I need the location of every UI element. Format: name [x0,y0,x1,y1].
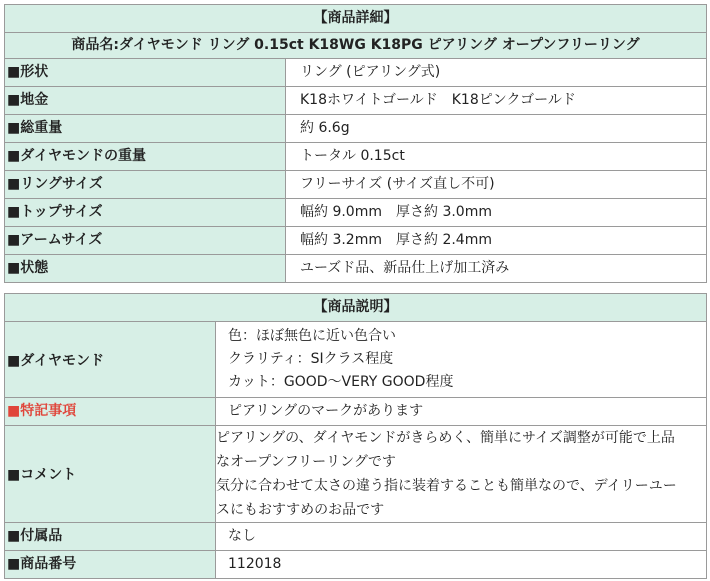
detail-value: リング (ピアリング式) [286,59,707,87]
detail-row [5,199,707,227]
detail-row [5,143,707,171]
detail-row [5,115,707,143]
comment-line: ピアリングの、ダイヤモンドがきらめく、簡単にサイズ調整が可能で上品 [216,430,675,446]
diamond-details [216,322,707,398]
detail-value: トータル 0.15ct [286,143,707,171]
accessories-label: ■付属品 [5,523,216,551]
detail-row [5,171,707,199]
detail-row [5,59,707,87]
comment-text [216,426,707,523]
comment-line: 気分に合わせて太さの違う指に装着することも簡単なので、デイリーユー [216,478,677,494]
diamond-color: 色：ほぼ無色に近い色合い [228,328,396,344]
detail-label: ■リングサイズ [5,171,286,199]
comment-line: スにもおすすめのお品です [216,502,385,518]
detail-value: 幅約 3.2mm 厚さ約 2.4mm [286,227,707,255]
product-description-table [4,293,707,579]
detail-value: ユーズド品、新品仕上げ加工済み [286,255,707,283]
detail-label: ■アームサイズ [5,227,286,255]
detail-label: ■トップサイズ [5,199,286,227]
diamond-cut: カット：GOOD～VERY GOOD程度 [228,374,454,390]
detail-label: ■総重量 [5,115,286,143]
special-notes-label: ■特記事項 [5,398,216,426]
product-details-table [4,4,707,283]
detail-row [5,227,707,255]
accessories-value: なし [216,523,707,551]
detail-value: 約 6.6g [286,115,707,143]
product-number-label: ■商品番号 [5,551,216,579]
description-header: 【商品説明】 [5,294,707,322]
comment-line: なオープンフリーリングです [216,454,396,470]
detail-label: ■地金 [5,87,286,115]
product-name: 商品名:ダイヤモンド リング 0.15ct K18WG K18PG ピアリング オープンフリーリング [5,33,707,59]
detail-label: ■状態 [5,255,286,283]
detail-value: 幅約 9.0mm 厚さ約 3.0mm [286,199,707,227]
detail-label: ■ダイヤモンドの重量 [5,143,286,171]
detail-value: フリーサイズ (サイズ直し不可) [286,171,707,199]
detail-value: K18ホワイトゴールド K18ピンクゴールド [286,87,707,115]
special-notes-value: ピアリングのマークがあります [216,398,707,426]
details-header: 【商品詳細】 [5,5,707,33]
product-number-value: 112018 [216,551,707,579]
diamond-clarity: クラリティ：SIクラス程度 [228,351,394,367]
comment-label: ■コメント [5,426,216,523]
detail-row [5,255,707,283]
diamond-label: ■ダイヤモンド [5,322,216,398]
detail-row [5,87,707,115]
detail-label: ■形状 [5,59,286,87]
